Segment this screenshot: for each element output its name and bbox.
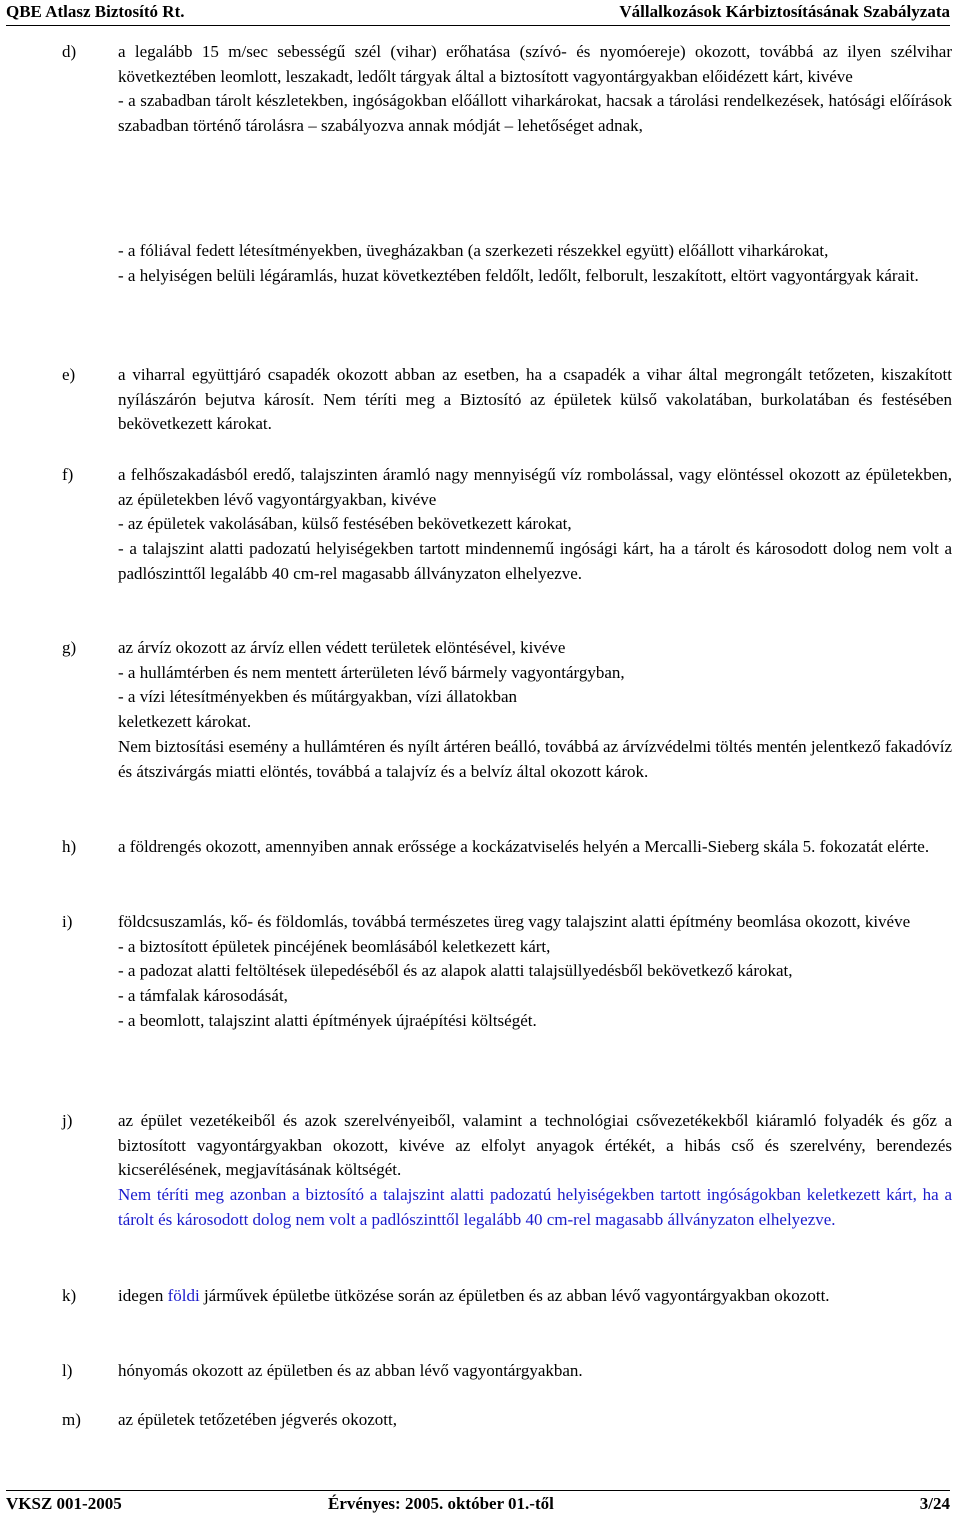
item-text: a viharral együttjáró csapadék okozott abban az esetben, ha a csapadék a vihar által megrongált tetőzeten, kiszakított nyílászárón bejutva károsít. Nem téríti meg a Biztosító az épületek külső vakolatában, burkolatában és festésében bekövetkezett károkat.: [118, 365, 952, 434]
page-footer: [6, 1490, 950, 1516]
item-exception: - a fóliával fedett létesítményekben, üvegházakban (a szerkezeti részekkel együtt) előállott viharkárokat,: [118, 241, 829, 260]
item-label: g): [62, 638, 77, 657]
item-text: a legalább 15 m/sec sebességű szél (vihar) erőhatása (szívó- és nyomóereje) okozott, továbbá az ilyen szélvihar következtében leomlott, leszakadt, ledőlt tárgyak által a biztosított vagyontárgyakban előidézett kárt, kivéve: [118, 42, 952, 86]
item-text: az árvíz okozott az árvíz ellen védett területek elöntésével, kivéve: [118, 638, 566, 657]
item-label: m): [62, 1410, 81, 1429]
item-text: [118, 1284, 952, 1309]
item-label: j): [62, 1111, 73, 1130]
page-number: 3/24: [919, 1494, 950, 1513]
item-exception: - a támfalak károsodását,: [118, 986, 288, 1006]
item-highlight-text: földi: [167, 1286, 200, 1305]
item-exception: - a beomlott, talajszint alatti építmények újraépítési költségét.: [118, 1010, 537, 1030]
document-code: VKSZ 001-2005: [6, 1494, 122, 1513]
item-highlight-text: Nem téríti meg azonban a biztosító a talajszint alatti padozatú helyiségekben tartott ingóságokban keletkezett kárt, ha a tárolt és károsodott dolog nem volt a padlószinttől legalább 40 cm-rel magasabb állványzaton elhelyezve.: [118, 1185, 952, 1229]
validity-date: Érvényes: 2005. október 01.-től: [328, 1494, 554, 1513]
item-exception: - a szabadban tárolt készletekben, ingóságokban előállott viharkárokat, hacsak a tárolási rendelkezések, hatósági előírások szabadban történő tárolásra – szabályozva annak módját – lehetőséget adnak,: [118, 91, 952, 136]
company-name: QBE Atlasz Biztosító Rt.: [6, 2, 185, 21]
item-label: l): [62, 1361, 73, 1380]
item-label: d): [62, 42, 77, 61]
item-text: az épület vezetékeiből és azok szerelvényeiből, valamint a technológiai csővezetékekből kiáramló folyadék és gőz a biztosított vagyontárgyakban okozott, kivéve az elfolyt anyagok értékét, a hibás cső és szerelvény, berendezés kicserélésének, megjavításának költségét.: [118, 1111, 952, 1180]
item-label: h): [62, 837, 77, 856]
item-exception: - a hullámtérben és nem mentett árterületen lévő bármely vagyontárgyban,: [118, 662, 625, 682]
item-text: keletkezett károkat.: [118, 712, 252, 732]
item-exception: - a biztosított épületek pincéjének beomlásából keletkezett kárt,: [118, 936, 551, 956]
page-header: [6, 0, 950, 26]
item-exception: - az épületek vakolásában, külső festésében bekövetkezett károkat,: [118, 514, 572, 534]
item-exception: - a helyiségen belüli légáramlás, huzat következtében feldőlt, ledőlt, felborult, leszakított, eltört vagyontárgyak kárait.: [118, 265, 919, 285]
item-label: i): [62, 912, 73, 931]
document-title: Vállalkozások Kárbiztosításának Szabályzata: [619, 2, 950, 21]
item-exception: - a talajszint alatti padozatú helyiségekben tartott mindennemű ingósági kárt, ha a tárolt és károsodott dolog nem volt a padlószinttől legalább 40 cm-rel magasabb állványzaton elhelyezve.: [118, 539, 952, 583]
item-text-part: járművek épületbe ütközése során az épületben és az abban lévő vagyontárgyakban okozott.: [199, 1286, 830, 1305]
item-text: a felhőszakadásból eredő, talajszinten áramló nagy mennyiségű víz rombolással, vagy elöntéssel okozott az épületekben, az épületekben lévő vagyontárgyakban, kivéve: [118, 465, 952, 509]
item-text-part: idegen: [118, 1286, 168, 1305]
item-label: k): [62, 1286, 77, 1305]
item-label: f): [62, 465, 74, 484]
item-label: e): [62, 365, 76, 384]
item-text: földcsuszamlás, kő- és földomlás, továbbá természetes üreg vagy talajszint alatti építmény beomlása okozott, kivéve: [118, 912, 911, 931]
item-exception: - a vízi létesítményekben és műtárgyakban, vízi állatokban: [118, 687, 518, 707]
item-text: Nem biztosítási esemény a hullámtéren és nyílt ártéren beálló, továbbá az árvízvédelmi töltés mentén jelentkező fakadóvíz és átszivárgás miatti elöntés, továbbá a talajvíz és a belvíz által okozott károk.: [118, 736, 952, 781]
item-text: hónyomás okozott az épületben és az abban lévő vagyontárgyakban.: [118, 1361, 583, 1380]
item-exception: - a padozat alatti feltöltések ülepedéséből és az alapok alatti talajsüllyedésből bekövetkező károkat,: [118, 961, 793, 981]
item-text: a földrengés okozott, amennyiben annak erőssége a kockázatviselés helyén a Mercalli-Sieberg skála 5. fokozatát elérte.: [118, 837, 930, 856]
item-text: az épületek tetőzetében jégverés okozott,: [118, 1410, 397, 1429]
